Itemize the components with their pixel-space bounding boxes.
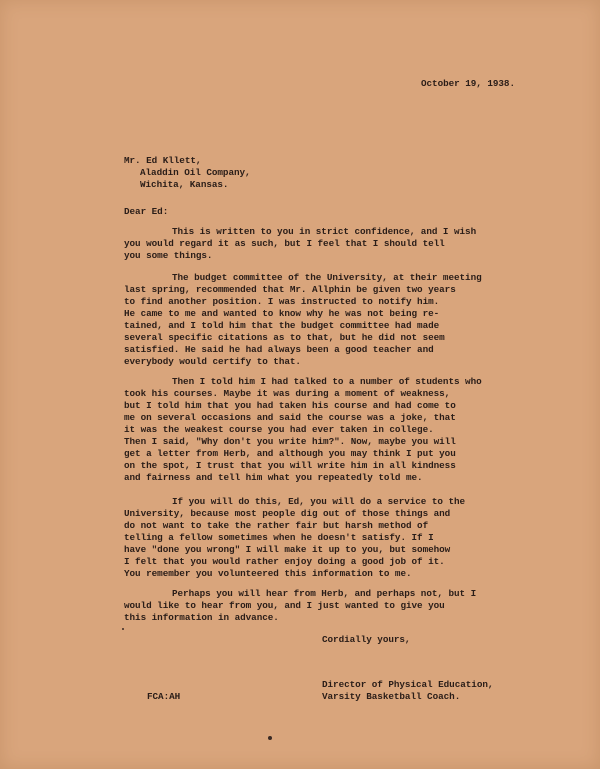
paragraph-4-line-5: have "done you wrong" I will make it up to you, but somehow	[124, 544, 451, 555]
paragraph-1-line-2: you would regard it as such, but I feel that I should tell	[124, 238, 445, 249]
paragraph-3-line-3: but I told him that you had taken his course and had come to	[124, 400, 456, 411]
paragraph-5-line-1: Perhaps you will hear from Herb, and perhaps not, but I	[172, 588, 477, 599]
signature-title-2: Varsity Basketball Coach.	[322, 691, 461, 702]
paragraph-1-line-1: This is written to you in strict confidence, and I wish	[172, 226, 477, 237]
closing: Cordially yours,	[322, 634, 411, 645]
paragraph-4-line-6: I felt that you would rather enjoy doing a good job of it.	[124, 556, 445, 567]
paragraph-3-line-8: on the spot, I trust that you will write him in all kindness	[124, 460, 456, 471]
paragraph-2-line-8: everybody would certify to that.	[124, 356, 301, 367]
recipient-name: Mr. Ed Kllett,	[124, 155, 202, 166]
paragraph-3-line-9: and fairness and tell him what you repeatedly told me.	[124, 472, 423, 483]
ink-dot-mark	[268, 736, 272, 740]
paragraph-2-line-5: tained, and I told him that the budget committee had made	[124, 320, 440, 331]
paragraph-4-line-2: University, because most people dig out of those things and	[124, 508, 451, 519]
recipient-company: Aladdin Oil Company,	[140, 167, 251, 178]
paragraph-3-line-7: get a letter from Herb, and although you may think I put you	[124, 448, 456, 459]
paragraph-3-line-2: took his courses. Maybe it was during a moment of weakness,	[124, 388, 451, 399]
paragraph-2-line-4: He came to me and wanted to know why he was not being re-	[124, 308, 440, 319]
paragraph-3-line-4: me on several occasions and said the course was a joke, that	[124, 412, 456, 423]
paragraph-4-line-3: do not want to take the rather fair but harsh method of	[124, 520, 429, 531]
paragraph-2-line-7: satisfied. He said he had always been a good teacher and	[124, 344, 434, 355]
paragraph-3-line-1: Then I told him I had talked to a number of students who	[172, 376, 482, 387]
initials: FCA:AH	[147, 691, 181, 702]
recipient-city: Wichita, Kansas.	[140, 179, 229, 190]
ink-dot-mark	[122, 628, 124, 630]
paragraph-1-line-3: you some things.	[124, 250, 213, 261]
paragraph-5-line-3: this information in advance.	[124, 612, 279, 623]
paragraph-4-line-1: If you will do this, Ed, you will do a service to the	[172, 496, 466, 507]
paragraph-4-line-7: You remember you volunteered this information to me.	[124, 568, 412, 579]
paragraph-5-line-2: would like to hear from you, and I just wanted to give you	[124, 600, 445, 611]
paragraph-4-line-4: telling a fellow sometimes when he doesn't satisfy. If I	[124, 532, 434, 543]
letter-date: October 19, 1938.	[421, 78, 515, 89]
paragraph-3-line-6: Then I said, "Why don't you write him?". Now, maybe you will	[124, 436, 456, 447]
paragraph-2-line-1: The budget committee of the University, at their meeting	[172, 272, 482, 283]
signature-title-1: Director of Physical Education,	[322, 679, 494, 690]
paragraph-2-line-3: to find another position. I was instructed to notify him.	[124, 296, 440, 307]
salutation: Dear Ed:	[124, 206, 169, 217]
paragraph-3-line-5: it was the weakest course you had ever taken in college.	[124, 424, 434, 435]
paragraph-2-line-6: several specific citations as to that, but he did not seem	[124, 332, 445, 343]
paragraph-2-line-2: last spring, recommended that Mr. Allphin be given two years	[124, 284, 456, 295]
